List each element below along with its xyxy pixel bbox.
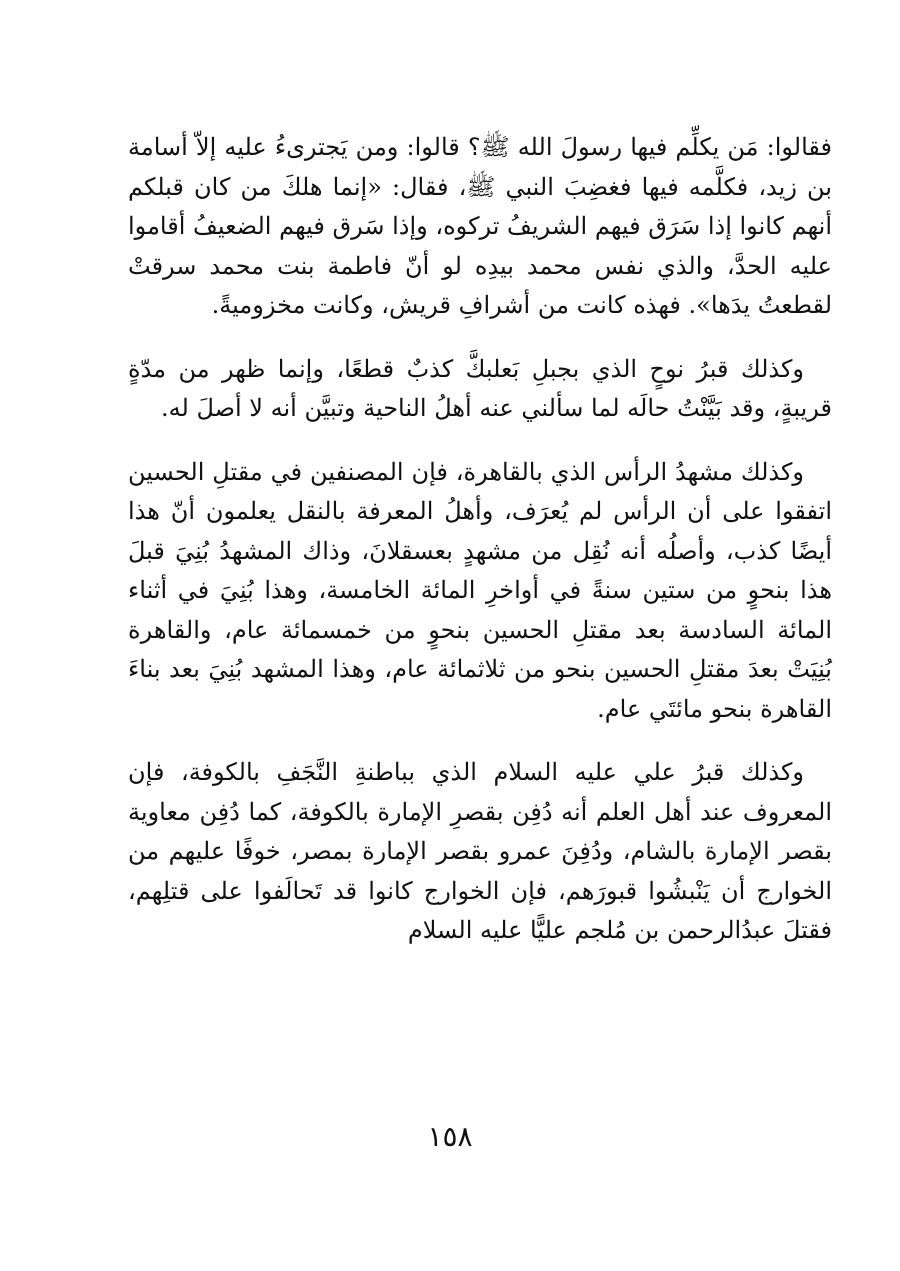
page-number: ١٥٨ [427,1120,473,1153]
paragraph-2: وكذلك قبرُ نوحٍ الذي بجبلِ بَعلبكَّ كذبٌ قطعًا، وإنما ظهر من مدّةٍ قريبةٍ، وقد بَيَّنْتُ حالَه لما سألني عنه أهلُ الناحية وتبيَّن أنه لا أصلَ له. [128,354,832,422]
paragraph-3: وكذلك مشهدُ الرأس الذي بالقاهرة، فإن المصنفين في مقتلِ الحسين اتفقوا على أن الرأس لم يُعرَف، وأهلُ المعرفة بالنقل يعلمون أنّ هذا أيضًا كذب، وأصلُه أنه نُقِل من مشهدٍ بعسقلانَ، وذاك المشهدُ بُنِيَ قبلَ هذا بنحوٍ من ستين سنةً في أواخرِ المائة الخامسة، وهذا بُنِيَ في أثناء المائة السادسة بعد مقتلِ الحسين بنحوٍ من خمسمائة عام، والقاهرة بُنِيَتْ بعدَ مقتلِ الحسين بنحو من ثلاثمائة عام، وهذا المشهد بُنِيَ بعد بناءَ القاهرة بنحو مائتَي عام. [128,457,832,723]
body-text [128,128,832,975]
paragraph-4: وكذلك قبرُ علي عليه السلام الذي بباطنةِ النَّجَفِ بالكوفة، فإن المعروف عند أهل العلم أنه دُفِن بقصرِ الإمارة بالكوفة، كما دُفِن معاوية بقصر الإمارة بالشام، ودُفِنَ عمرو بقصر الإمارة بمصر، خوفًا عليهم من الخوارج أن يَنْبشُوا قبورَهم، فإن الخوارج كانوا قد تَحالَفوا على قتلِهم، فقتلَ عبدُالرحمن بن مُلجم عليًّا عليه السلام [128,758,832,944]
paragraph-1: فقالوا: مَن يكلِّم فيها رسولَ الله ﷺ؟ قالوا: ومن يَجترىءُ عليه إلاّ أسامة بن زيد، فكلَّمه فيها فغضِبَ النبي ﷺ، فقال: «إنما هلكَ من كان قبلكم أنهم كانوا إذا سَرَق فيهم الشريفُ تركوه، وإذا سَرق فيهم الضعيفُ أقاموا عليه الحدَّ، والذي نفس محمد بيدِه لو أنّ فاطمة بنت محمد سرقتْ لقطعتُ يدَها». فهذه كانت من أشرافِ قريش، وكانت مخزوميةً. [128,133,832,319]
